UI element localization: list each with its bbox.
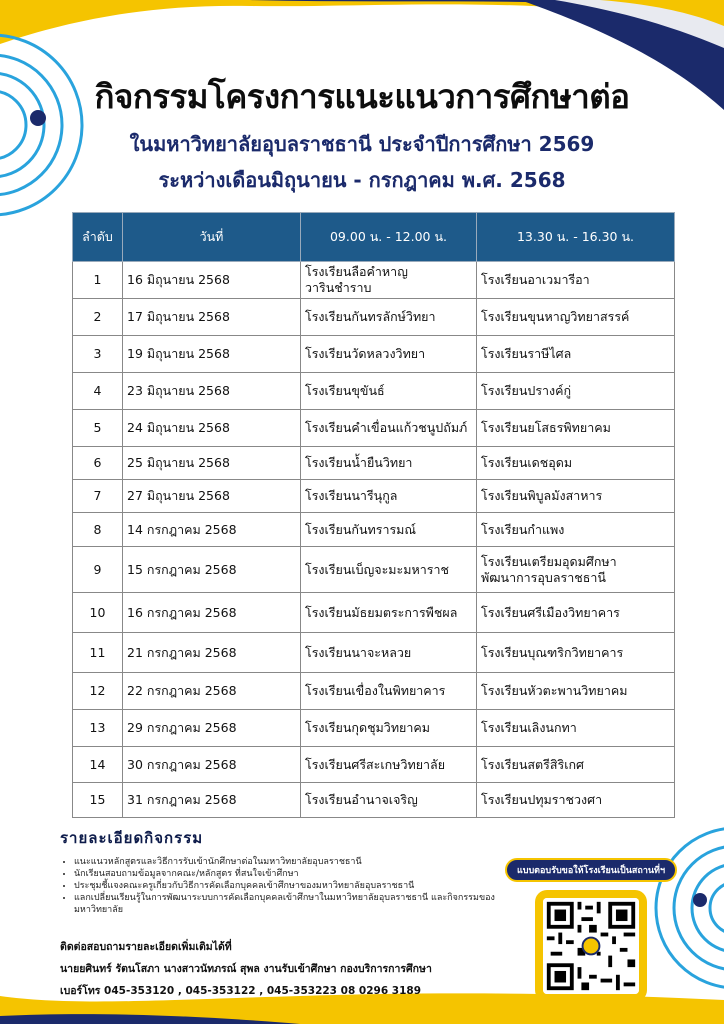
row-no: 14 (73, 747, 123, 783)
row-date: 27 มิถุนายน 2568 (123, 480, 301, 513)
row-morning: โรงเรียนขุขันธ์ (301, 373, 477, 410)
row-morning: โรงเรียนนารีนุกูล (301, 480, 477, 513)
row-morning: โรงเรียนวัดหลวงวิทยา (301, 336, 477, 373)
table-row (73, 673, 675, 710)
row-morning: โรงเรียนอำนาจเจริญ (301, 783, 477, 818)
details-list (60, 856, 540, 916)
row-afternoon: โรงเรียนปทุมราชวงศา (477, 783, 675, 818)
row-morning: โรงเรียนกุดชุมวิทยาคม (301, 710, 477, 747)
header-morning: 09.00 น. - 12.00 น. (301, 213, 477, 262)
table-row (73, 593, 675, 633)
row-no: 7 (73, 480, 123, 513)
qr-section (505, 858, 677, 1002)
row-date: 19 มิถุนายน 2568 (123, 336, 301, 373)
row-date: 14 กรกฎาคม 2568 (123, 513, 301, 547)
row-date: 23 มิถุนายน 2568 (123, 373, 301, 410)
row-date: 24 มิถุนายน 2568 (123, 410, 301, 447)
activity-details (60, 826, 540, 916)
contact-phones: เบอร์โทร 045-353120 , 045-353122 , 045-353223 08 0296 3189 (60, 985, 422, 997)
schedule-table (72, 212, 675, 818)
row-date: 22 กรกฎาคม 2568 (123, 673, 301, 710)
row-no: 6 (73, 447, 123, 480)
row-date: 25 มิถุนายน 2568 (123, 447, 301, 480)
row-date: 21 กรกฎาคม 2568 (123, 633, 301, 673)
row-no: 5 (73, 410, 123, 447)
table-row (73, 710, 675, 747)
row-afternoon: โรงเรียนสตรีสิริเกศ (477, 747, 675, 783)
row-no: 9 (73, 547, 123, 593)
row-afternoon: โรงเรียนกำแพง (477, 513, 675, 547)
row-no: 10 (73, 593, 123, 633)
table-row (73, 513, 675, 547)
row-morning: โรงเรียนกันทรารมณ์ (301, 513, 477, 547)
list-item: • แลกเปลี่ยนเรียนรู้ในการพัฒนาระบบการคัดเลือกบุคคลเข้าศึกษาในมหาวิทยาลัยอุบลราชธานี และกิจกรรมของมหาวิทยาลัย (74, 892, 540, 916)
row-date: 29 กรกฎาคม 2568 (123, 710, 301, 747)
list-item: • แนะแนวหลักสูตรและวิธีการรับเข้านักศึกษาต่อในมหาวิทยาลัยอุบลราชธานี (74, 856, 540, 868)
row-date: 16 มิถุนายน 2568 (123, 262, 301, 299)
row-afternoon: โรงเรียนบุณฑริกวิทยาคาร (477, 633, 675, 673)
contact-heading: ติดต่อสอบถามรายละเอียดเพิ่มเติมได้ที่ (60, 941, 232, 953)
page-period: ระหว่างเดือนมิถุนายน - กรกฎาคม พ.ศ. 2568 (158, 168, 566, 192)
row-date: 16 กรกฎาคม 2568 (123, 593, 301, 633)
row-no: 3 (73, 336, 123, 373)
row-morning: โรงเรียนเบ็ญจะมะมหาราช (301, 547, 477, 593)
qr-frame (535, 890, 647, 1002)
row-no: 4 (73, 373, 123, 410)
table-row (73, 747, 675, 783)
row-no: 11 (73, 633, 123, 673)
table-row (73, 299, 675, 336)
row-afternoon: โรงเรียนพิบูลมังสาหาร (477, 480, 675, 513)
row-afternoon: โรงเรียนเดชอุดม (477, 447, 675, 480)
table-row (73, 547, 675, 593)
row-no: 2 (73, 299, 123, 336)
row-date: 30 กรกฎาคม 2568 (123, 747, 301, 783)
row-morning: โรงเรียนศรีสะเกษวิทยาลัย (301, 747, 477, 783)
row-afternoon: โรงเรียนศรีเมืองวิทยาคาร (477, 593, 675, 633)
row-afternoon: โรงเรียนเตรียมอุดมศึกษา พัฒนาการอุบลราชธานี (477, 547, 675, 593)
row-no: 1 (73, 262, 123, 299)
qr-label: แบบตอบรับขอให้โรงเรียนเป็นสถานที่ฯ (505, 858, 677, 882)
contact-info (60, 936, 560, 1002)
list-item: • นักเรียนสอบถามข้อมูลจากคณะ/หลักสูตร ที่สนใจเข้าศึกษา (74, 868, 540, 880)
row-morning: โรงเรียนมัธยมตระการพืชผล (301, 593, 477, 633)
row-no: 12 (73, 673, 123, 710)
row-morning: โรงเรียนเขื่องในพิทยาคาร (301, 673, 477, 710)
schedule-table-header (73, 213, 675, 262)
table-row (73, 783, 675, 818)
row-afternoon: โรงเรียนอาเวมารีอา (477, 262, 675, 299)
table-row (73, 373, 675, 410)
table-row (73, 262, 675, 299)
header-no: ลำดับ (73, 213, 123, 262)
row-morning: โรงเรียนกันทรลักษ์วิทยา (301, 299, 477, 336)
contact-names: นายยศินทร์ รัตนโสภา นางสาวนัทภรณ์ สุพล งานรับเข้าศึกษา กองบริการการศึกษา (60, 963, 432, 975)
row-afternoon: โรงเรียนเลิงนกทา (477, 710, 675, 747)
row-date: 31 กรกฎาคม 2568 (123, 783, 301, 818)
row-morning: โรงเรียนน้ำยืนวิทยา (301, 447, 477, 480)
header-afternoon: 13.30 น. - 16.30 น. (477, 213, 675, 262)
row-no: 15 (73, 783, 123, 818)
table-row (73, 336, 675, 373)
row-date: 15 กรกฎาคม 2568 (123, 547, 301, 593)
table-row (73, 480, 675, 513)
table-row (73, 410, 675, 447)
row-no: 8 (73, 513, 123, 547)
row-afternoon: โรงเรียนปรางค์กู่ (477, 373, 675, 410)
table-row (73, 447, 675, 480)
details-heading: รายละเอียดกิจกรรม (60, 829, 204, 847)
row-afternoon: โรงเรียนยโสธรพิทยาคม (477, 410, 675, 447)
row-afternoon: โรงเรียนหัวตะพานวิทยาคม (477, 673, 675, 710)
row-morning: โรงเรียนลือคำหาญวารินชำราบ (301, 262, 477, 299)
row-morning: โรงเรียนนาจะหลวย (301, 633, 477, 673)
row-date: 17 มิถุนายน 2568 (123, 299, 301, 336)
row-afternoon: โรงเรียนราษีไศล (477, 336, 675, 373)
row-no: 13 (73, 710, 123, 747)
table-row (73, 633, 675, 673)
page-title: กิจกรรมโครงการแนะแนวการศึกษาต่อ (94, 77, 630, 116)
qr-code-icon[interactable] (543, 898, 639, 994)
list-item: • ประชุมชี้แจงคณะครูเกี่ยวกับวิธีการคัดเลือกบุคคลเข้าศึกษาของมหาวิทยาลัยอุบลราชธานี (74, 880, 540, 892)
page-subtitle: ในมหาวิทยาลัยอุบลราชธานี ประจำปีการศึกษา 2569 (129, 132, 595, 156)
row-afternoon: โรงเรียนขุนหาญวิทยาสรรค์ (477, 299, 675, 336)
header-date: วันที่ (123, 213, 301, 262)
row-morning: โรงเรียนคำเขื่อนแก้วชนูปถัมภ์ (301, 410, 477, 447)
